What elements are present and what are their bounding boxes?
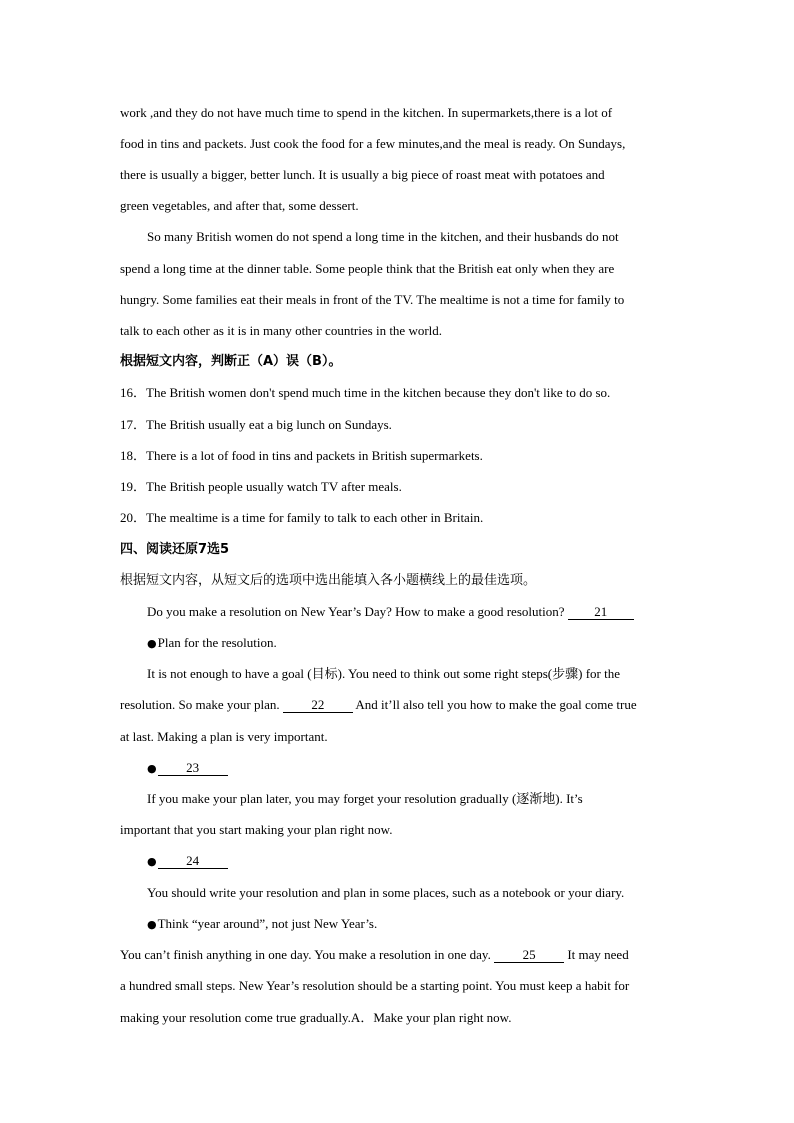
text-line: So many British women do not spend a long time in the kitchen, and their husbands do not: [147, 229, 619, 244]
answer-blank-21[interactable]: 21: [568, 605, 634, 620]
answer-blank-24[interactable]: 24: [158, 854, 228, 869]
text-segment: Do you make a resolution on New Year’s Day? How to make a good resolution?: [147, 604, 565, 619]
tf-instruction: 根据短文内容，判断正（A）误（B）。: [120, 354, 342, 369]
question-text: The British usually eat a big lunch on Sundays.: [146, 417, 392, 432]
text-line: work ,and they do not have much time to spend in the kitchen. In supermarkets,there is a lot of: [120, 105, 613, 120]
question-number: 18．: [120, 448, 147, 463]
question-number: 16．: [120, 385, 147, 400]
bullet-icon: ●: [147, 762, 157, 775]
question-number: 17．: [120, 417, 147, 432]
text-line: If you make your plan later, you may forget your resolution gradually (逐渐地). It’s: [147, 791, 583, 806]
bullet-heading: [147, 916, 377, 933]
text-segment: It may need: [567, 947, 629, 962]
heading-text: Think “year around”, not just New Year’s.: [157, 916, 378, 931]
text-segment: And it’ll also tell you how to make the goal come true: [355, 697, 637, 712]
tf-question: [120, 510, 483, 526]
heading-text: Plan for the resolution.: [157, 635, 277, 650]
section-title: 四、阅读还原7选5: [120, 542, 230, 557]
answer-blank-25[interactable]: 25: [494, 948, 564, 963]
answer-blank-22[interactable]: 22: [283, 698, 353, 713]
bullet-icon: ●: [147, 637, 157, 650]
bullet-icon: ●: [147, 918, 157, 931]
tf-question: [120, 448, 483, 464]
question-text: The British people usually watch TV after meals.: [146, 479, 402, 494]
text-line: [120, 697, 637, 713]
tf-question: [120, 417, 392, 433]
text-line: making your resolution come true gradually.A．Make your plan right now.: [120, 1010, 512, 1025]
text-line: important that you start making your plan right now.: [120, 822, 393, 837]
bullet-icon: ●: [147, 855, 157, 868]
bullet-heading: [147, 760, 228, 777]
text-segment: You can’t finish anything in one day. You make a resolution in one day.: [120, 947, 491, 962]
tf-question: [120, 479, 402, 495]
text-line: hungry. Some families eat their meals in front of the TV. The mealtime is not a time for family to: [120, 292, 625, 307]
bullet-heading: [147, 853, 228, 870]
text-line: You should write your resolution and plan in some places, such as a notebook or your diary.: [147, 885, 625, 900]
text-line: at last. Making a plan is very important.: [120, 729, 328, 744]
text-line: food in tins and packets. Just cook the food for a few minutes,and the meal is ready. On Sundays,: [120, 136, 626, 151]
text-line: green vegetables, and after that, some dessert.: [120, 198, 359, 213]
text-line: It is not enough to have a goal (目标). You need to think out some right steps(步骤) for the: [147, 666, 620, 681]
text-line: a hundred small steps. New Year’s resolution should be a starting point. You must keep a habit for: [120, 978, 630, 993]
text-line: [147, 604, 634, 620]
text-line: there is usually a bigger, better lunch. It is usually a big piece of roast meat with potatoes and: [120, 167, 605, 182]
text-line: [120, 947, 629, 963]
text-segment: resolution. So make your plan.: [120, 697, 280, 712]
question-text: There is a lot of food in tins and packets in British supermarkets.: [146, 448, 483, 463]
section-instruction: 根据短文内容，从短文后的选项中选出能填入各小题横线上的最佳选项。: [120, 573, 537, 588]
text-line: talk to each other as it is in many other countries in the world.: [120, 323, 443, 338]
text-line: spend a long time at the dinner table. Some people think that the British eat only when they are: [120, 261, 615, 276]
tf-question: [120, 385, 610, 401]
question-number: 19．: [120, 479, 147, 494]
bullet-heading: [147, 635, 277, 652]
answer-blank-23[interactable]: 23: [158, 761, 228, 776]
question-number: 20．: [120, 510, 147, 525]
question-text: The British women don't spend much time in the kitchen because they don't like to do so.: [146, 385, 611, 400]
question-text: The mealtime is a time for family to talk to each other in Britain.: [146, 510, 484, 525]
